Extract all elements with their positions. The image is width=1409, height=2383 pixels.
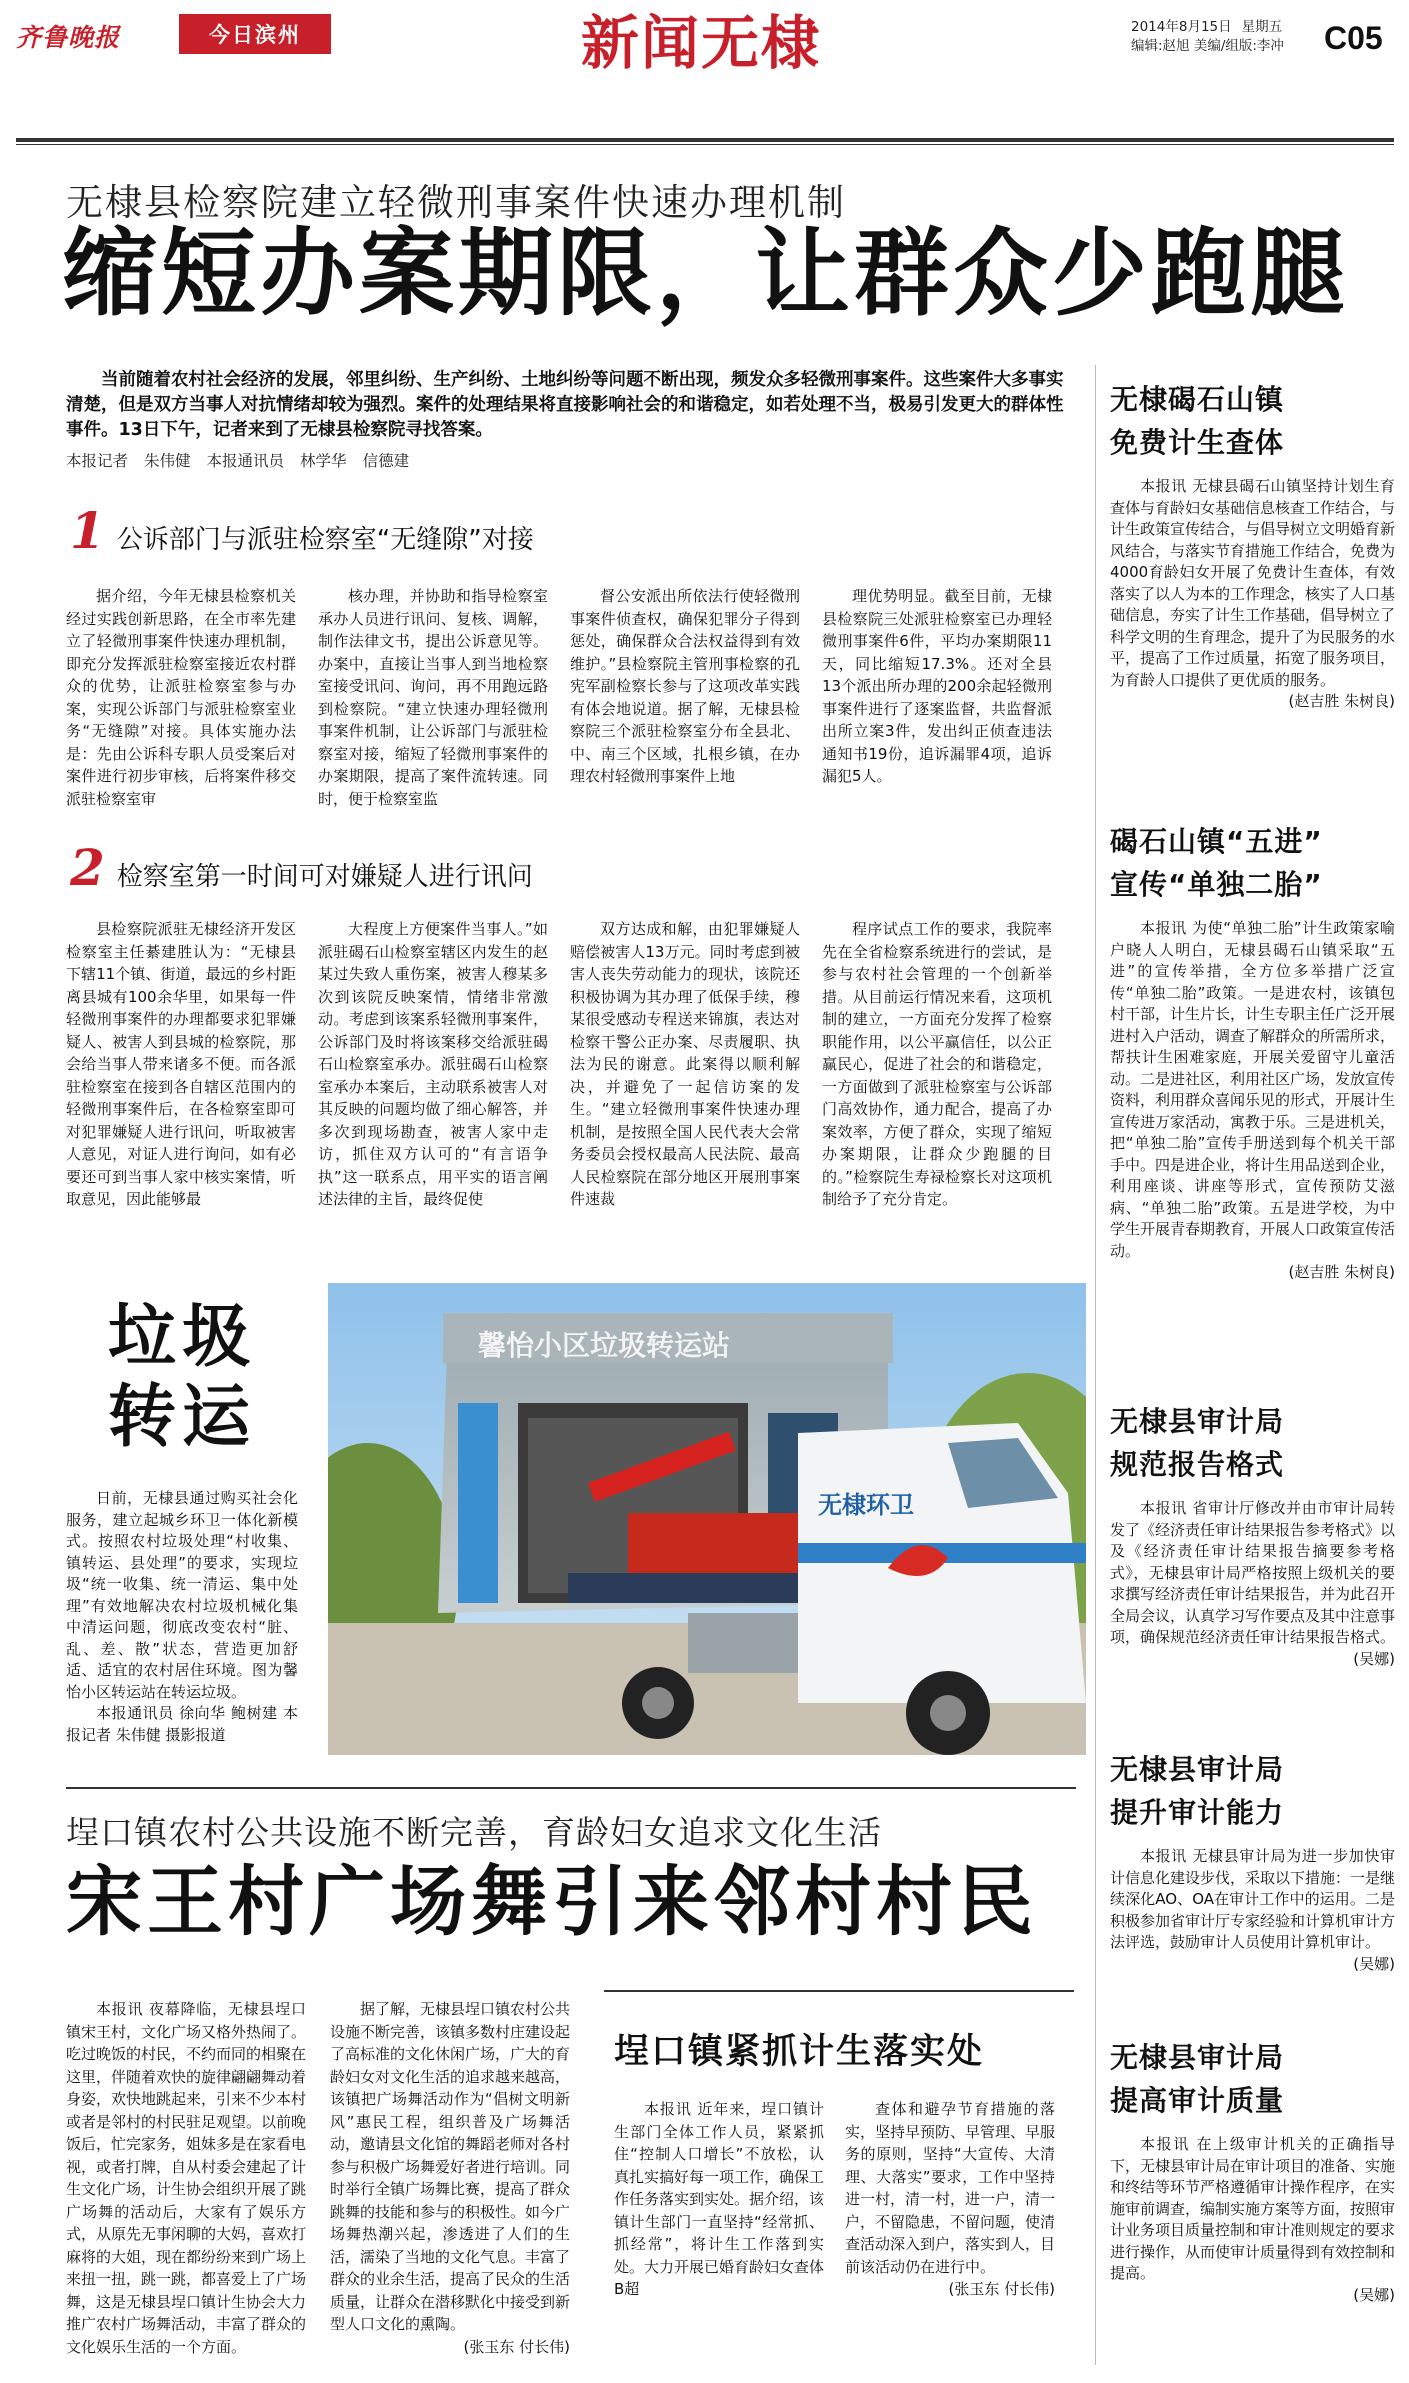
title-line: 无棣县审计局 xyxy=(1110,2041,1285,2074)
credit: (赵吉胜 朱树良) xyxy=(1288,692,1395,710)
lead-byline xyxy=(66,449,666,471)
paragraph: 本报讯 无棣县审计局为进一步加快审计信息化建设步伐，采取以下措施：一是继续深化AO、OA在审计工作中的运用。二是积极参加省审计厅专家经验和计算机审计方法评选，鼓励审计人员使用计算机审计。 xyxy=(1110,1847,1396,1951)
sidebar-item xyxy=(1110,1400,1395,1670)
section-heading-2 xyxy=(70,838,533,897)
paragraph: 县检察院派驻无棣经济开发区检察室主任綦建胜认为：“无棣县下辖11个镇、街道，最远的乡村距离县城有100余华里，如果每一件轻微刑事案件的办理都要求犯罪嫌疑人、被害人到县城的检察院，那会给当事人带来诸多不便。而各派驻检察室在接到各自辖区范围内的轻微刑事案件后，在各检察室即可对犯罪嫌疑人进行讯问，听取被害人意见，对证人进行询问，如有必要还可到当事人家中核实案情，听取意见，因此能够最 xyxy=(66,920,296,1208)
article-column xyxy=(66,585,296,810)
lead-headline: 缩短办案期限，让群众少跑腿 xyxy=(62,219,1350,329)
newspaper-logo: 齐鲁晚报 xyxy=(16,23,121,52)
sidebar-body xyxy=(1110,918,1395,1284)
sidebar-item xyxy=(1110,378,1395,713)
article-column xyxy=(330,1998,570,2358)
credit: (吴娜) xyxy=(1353,2285,1395,2304)
article-column xyxy=(66,918,296,1211)
paragraph: 督公安派出所依法行使轻微刑事案件侦查权，确保犯罪分子得到惩处，确保群众合法权益得到有效维护。”县检察院主管刑事检察的孔宪军副检察长参与了这项改革实践有体会地说道。据了解，无棣县检察院三个派驻检察室分布全县北、中、南三个区域，扎根乡镇，在办理农村轻微刑事案件上地 xyxy=(570,587,800,785)
byline-part: 朱伟健 xyxy=(144,452,191,470)
header-rule-thin xyxy=(16,144,1394,145)
paragraph: 本报讯 夜幕降临，无棣县埕口镇宋王村，文化广场又格外热闹了。吃过晚饭的村民，不约而同的相聚在这里，伴随着欢快的旋律翩翩舞动着身姿，欢快地跳起来，引来不少本村或者是邻村的村民驻足观望。以前晚饭后，忙完家务，姐妹多是在家看电视，或者打牌，自从村委会建起了计生文化广场，计生协会组织开展了跳广场舞的活动后，大家有了娱乐方式，从原先无事闲聊的大妈，喜欢打麻将的大姐，现在都纷纷来到广场上来扭一扭，跳一跳，都喜爱上了广场舞，这是无棣县埕口镇计生协会大力推广农村广场舞活动，丰富了群众的文化娱乐生活的一个方面。 xyxy=(66,2000,307,2356)
credit: (吴娜) xyxy=(1353,1954,1395,1973)
credit: (吴娜) xyxy=(1353,1649,1395,1668)
sidebar-body xyxy=(1110,1846,1395,1975)
paragraph: 理优势明显。截至目前，无棣县检察院三处派驻检察室已办理轻微刑事案件6件，平均办案期限11天，同比缩短17.3%。还对全县13个派出所办理的200余起轻微刑事案件进行了逐案监督，共监督派出所立案3件，发出纠正侦查违法通知书19份，追诉漏罪4项，追诉漏犯5人。 xyxy=(822,587,1052,785)
sidebar-body xyxy=(1110,1498,1395,1670)
paragraph: 本报讯 省审计厅修改并由市审计局转发了《经济责任审计结果报告参考格式》以及《经济责任审计结果报告摘要参考格式》，无棣县审计局严格按照上级机关的要求撰写经济责任审计结果报告，并为此召开全局会议，认真学习写作要点及其中注意事项，确保规范经济责任审计结果报告格式。 xyxy=(1110,1499,1396,1646)
caption-text: 日前，无棣县通过购买社会化服务，建立起城乡环卫一体化新模式。按照农村垃圾处理“村收集、镇转运、县处理”的要求，实现垃圾“统一收集、统一清运、集中处理”有效地解决农村垃圾机械化集中清运问题，彻底改变农村“脏、乱、差、散”状态，营造更加舒适、适宜的农村居住环境。图为馨怡小区转运站在转运垃圾。 xyxy=(66,1489,298,1701)
title-line: 免费计生查体 xyxy=(1110,426,1285,459)
paragraph: 核办理，并协助和指导检察室承办人员进行讯问、复核、调解，制作法律文书，提出公诉意见等。办案中，直接让当事人到当地检察室接受讯问、询问，再不用跑远路到检察院。“建立快速办理轻微刑事案件机制，让公诉部门与派驻检察室对接，缩短了轻微刑事案件的办案期限，提高了案件流转速。同时，便于检察室监 xyxy=(318,587,548,808)
news-photo xyxy=(328,1283,1086,1755)
paragraph: 本报讯 无棣县碣石山镇坚持计划生育查体与育龄妇女基础信息核查工作结合，与计生政策宣传结合，与倡导树立文明婚育新风结合，与落实节育措施工作结合，免费为4000育龄妇女开展了免费计生查体，有效落实了以人为本的工作理念，核实了人口基础信息，夯实了计生工作基础，倡导树立了科学文明的生育理念，提升了为民服务的水平，提高了工作过质量，拓宽了服务项目，为育龄人口提供了更优质的服务。 xyxy=(1110,477,1396,689)
section-number: 1 xyxy=(70,501,105,560)
section-tab: 今日滨州 xyxy=(179,14,331,54)
byline-part: 本报记者 xyxy=(66,452,129,470)
lead-subtitle: 无棣县检察院建立轻微刑事案件快速办理机制 xyxy=(66,181,846,224)
sidebar-title xyxy=(1110,820,1395,906)
section-divider xyxy=(66,1787,1076,1789)
title-line: 无棣碣石山镇 xyxy=(1110,383,1285,416)
section-number: 2 xyxy=(70,838,105,897)
paragraph: 双方达成和解，由犯罪嫌疑人赔偿被害人13万元。同时考虑到被害人丧失劳动能力的现状，该院还积极协调为其办理了低保手续，穆某很受感动专程送来锦旗，表达对检察干警公正办案、尽责履职、执法为民的谢意。此案得以顺利解决，并避免了一起信访案的发生。“建立轻微刑事案件快速办理机制，是按照全国人民代表大会常务委员会授权最高人民法院、最高人民检察院在部分地区开展刑事案件速裁 xyxy=(570,920,800,1208)
paragraph: 据介绍，今年无棣县检察机关经过实践创新思路，在全市率先建立了轻微刑事案件快速办理机制，即充分发挥派驻检察室接近农村群众的优势，让派驻检察室参与办案，实现公诉部门与派驻检察室业务“无缝隙”对接。具体实施办法是：先由公诉科专职人员受案后对案件进行初步审核，后将案件移交派驻检察室审 xyxy=(66,587,296,808)
sidebar-title xyxy=(1110,1748,1395,1834)
credit: (张玉东 付长伟) xyxy=(463,2337,570,2356)
byline-part: 本报通讯员 xyxy=(206,452,285,470)
page-title: 新闻无棣 xyxy=(580,9,821,77)
title-line: 碣石山镇“五进” xyxy=(1110,825,1323,858)
byline-part: 信德建 xyxy=(362,452,410,470)
story2-subtitle: 埕口镇农村公共设施不断完善，育龄妇女追求文化生活 xyxy=(66,1813,882,1852)
header-rule xyxy=(16,138,1394,142)
paragraph: 大程度上方便案件当事人。”如派驻碣石山检察室辖区内发生的赵某过失致人重伤案，被害人穆某多次到该院反映案情，情绪非常激动。考虑到该案系轻微刑事案件，公诉部门及时将该案移交给派驻碣石山检察室承办。派驻碣石山检察室承办本案后，主动联系被害人对其反映的问题均做了细心解答，并多次到现场勘查，被害人家中走访，抓住双方认可的“有言语争执”这一联系点，用平实的语言阐述法律的主旨，最终促使 xyxy=(318,920,548,1208)
section-heading-text: 检察室第一时间可对嫌疑人进行讯问 xyxy=(116,862,533,892)
photo-credit: 本报通讯员 徐向华 鲍树建 本报记者 朱伟健 摄影报道 xyxy=(66,1704,298,1744)
article-column xyxy=(570,585,800,788)
article-column xyxy=(845,2098,1055,2301)
article-column xyxy=(570,918,800,1211)
page-number: C05 xyxy=(1324,20,1383,56)
paragraph: 本报讯 近年来，埕口镇计生部门全体工作人员，紧紧抓住“控制人口增长”不放松，认真扎实搞好每一项工作，确保工作任务落实到实处。据介绍，该镇计生部门一直坚持“经常抓、抓经常”，将计生工作落到实处。大力开展已婚育龄妇女查体B超 xyxy=(614,2100,825,2298)
sidebar-title xyxy=(1110,2036,1395,2122)
story2-headline: 宋王村广场舞引来邻村村民 xyxy=(66,1857,1038,1946)
paragraph: 本报讯 在上级审计机关的正确指导下，无棣县审计局在审计项目的准备、实施和终结等环节严格遵循审计操作程序，在实施审前调查，编制实施方案等方面，按照审计业务项目质量控制和审计准则规定的要求进行操作，从而使审计质量得到有效控制和提高。 xyxy=(1110,2135,1396,2282)
photo-illustration xyxy=(328,1283,1086,1755)
sidebar-rule xyxy=(1095,365,1096,2365)
paragraph: 据了解，无棣县埕口镇农村公共设施不断完善，该镇多数村庄建设起了高标准的文化休闲广场，广大的育龄妇女对文化生活的追求越来越高，该镇把广场舞活动作为“倡树文明新风”惠民工程，组织普及广场舞活动，邀请县文化馆的舞蹈老师对各村参与积极广场舞爱好者进行培训。同时举行全镇广场舞比赛，提高了群众跳舞的技能和参与的积极性。如今广场舞热潮兴起，渗透进了人们的生活，濡染了当地的文化气息。丰富了群众的业余生活，提高了民众的生活质量，让群众在潜移默化中接受到新型人口文化的熏陶。 xyxy=(330,2000,571,2333)
title-line: 无棣县审计局 xyxy=(1110,1753,1285,1786)
title-line: 垃圾 xyxy=(108,1298,257,1377)
sidebar-item xyxy=(1110,1748,1395,1975)
article-column xyxy=(318,918,548,1211)
title-line: 宣传“单独二胎” xyxy=(1110,868,1323,901)
paragraph: 程序试点工作的要求，我院率先在全省检察系统进行的尝试，是参与农村社会管理的一个创新举措。从目前运行情况来看，这项机制的建立，一方面充分发挥了检察职能作用，以公平赢信任，以公正赢民心，促进了社会的和谐稳定，一方面做到了派驻检察室与公诉部门高效协作，通力配合，提高了办案效率，方便了群众，实现了缩短办案期限，让群众少跑腿的目的。”检察院生寿禄检察长对这项机制给予了充分肯定。 xyxy=(822,920,1052,1208)
truck-text: 无棣环卫 xyxy=(818,1491,914,1519)
article-column xyxy=(318,585,548,810)
article-column xyxy=(614,2098,824,2301)
editors: 编辑:赵旭 美编/组版:李冲 xyxy=(1131,38,1284,54)
byline-part: 林学华 xyxy=(300,452,347,470)
sidebar-item xyxy=(1110,2036,1395,2306)
issue-date: 2014年8月15日 xyxy=(1131,19,1232,35)
sign-text: 馨怡小区垃圾转运站 xyxy=(478,1329,731,1362)
box-headline: 埕口镇紧抓计生落实处 xyxy=(614,2032,985,2072)
article-column xyxy=(66,1998,306,2358)
issue-weekday: 星期五 xyxy=(1241,19,1283,35)
sidebar-title xyxy=(1110,378,1395,464)
masthead xyxy=(16,9,1394,77)
title-line: 无棣县审计局 xyxy=(1110,1405,1285,1438)
article-column xyxy=(822,918,1052,1211)
title-line: 规范报告格式 xyxy=(1110,1448,1285,1481)
issue-meta xyxy=(1131,18,1341,56)
credit: (赵吉胜 朱树良) xyxy=(1288,1263,1395,1281)
title-line: 转运 xyxy=(108,1378,257,1457)
paragraph: 查体和避孕节育措施的落实，坚持早预防、早管理、早服务的原则，坚持“大宣传、大清理、大落实”要求，工作中坚持进一村，清一村，进一户，清一户，不留隐患，不留问题，使清查活动深入到户，落实到人，目前该活动仍在进行中。 xyxy=(845,2100,1056,2276)
sidebar-item xyxy=(1110,820,1395,1284)
photo-caption xyxy=(66,1488,298,1746)
title-line: 提高审计质量 xyxy=(1110,2084,1285,2117)
section-heading-text: 公诉部门与派驻检察室“无缝隙”对接 xyxy=(116,525,534,555)
section-heading-1 xyxy=(70,501,534,560)
sidebar-title xyxy=(1110,1400,1395,1486)
paragraph: 本报讯 为使“单独二胎”计生政策家喻户晓人人明白，无棣县碣石山镇采取“五进”的宣传举措，全方位多举措广泛宣传“单独二胎”政策。一是进农村，该镇包村干部，计生片长，计生专职主任广泛开展进村入户活动，调查了解群众的所需所求，帮扶计生困难家庭，开展关爱留守儿童活动。二是进社区，利用社区广场，发放宣传资料，利用群众喜闻乐见的形式，开展计生宣传进万家活动，寓教于乐。三是进机关，把“单独二胎”宣传手册送到每个机关干部手中。四是进企业，将计生用品送到企业，利用座谈、讲座等形式，宣传预防艾滋病、“单独二胎”政策。五是进学校，为中学生开展青春期教育，开展人口政策宣传活动。 xyxy=(1110,919,1396,1260)
sidebar-body xyxy=(1110,2134,1395,2306)
title-line: 提升审计能力 xyxy=(1110,1796,1285,1829)
article-column xyxy=(822,585,1052,788)
photo-story-title xyxy=(108,1298,256,1458)
sidebar-body xyxy=(1110,476,1395,713)
box-divider xyxy=(604,1990,1074,1992)
credit: (张玉东 付长伟) xyxy=(948,2280,1055,2298)
lead-intro: 当前随着农村社会经济的发展，邻里纠纷、生产纠纷、土地纠纷等问题不断出现，频发众多轻微刑事案件。这些案件大多事实清楚，但是双方当事人对抗情绪却较为强烈。案件的处理结果将直接影响社会的和谐稳定，如若处理不当，极易引发更大的群体性事件。13日下午，记者来到了无棣县检察院寻找答案。 xyxy=(66,370,1064,440)
